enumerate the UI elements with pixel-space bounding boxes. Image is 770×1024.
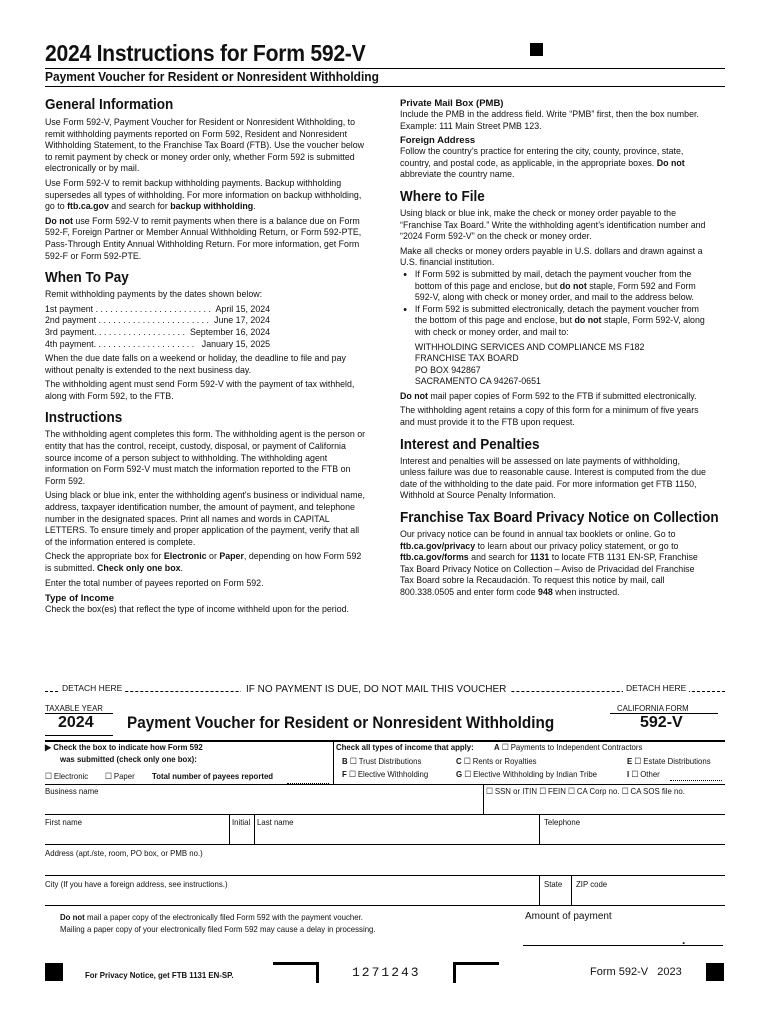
zip-field[interactable]: [573, 890, 723, 904]
registration-mark-bottom-right: [706, 963, 724, 981]
general-info-p3: Do not use Form 592-V to remit payments when there is a balance due on Form 592-F, Foreign Partner or Member Annual Withholding Return, or Form 592-PTE, Pass-Through Entity Annual Withholding Return. For more information, get Form 592-F or Form 592-PTE.: [45, 215, 362, 262]
footer-year: 2023: [657, 966, 682, 978]
paper-checkbox[interactable]: ☐ Paper: [105, 771, 135, 782]
page-title: 2024 Instructions for Form 592-V: [45, 40, 366, 66]
instructions-p2: Using black or blue ink, enter the withholding agent's business or individual name, address, taxpayer identification number, the amount of payment, and telephone number in the designated spaces. Print all names and words in CAPITAL LETTERS. To ensure timely and proper application of the payment, verify that all of the information entered is complete.: [45, 490, 365, 548]
income-type-a[interactable]: A ☐ Payments to Independent Contractors: [494, 742, 642, 753]
electronic-checkbox[interactable]: ☐ Electronic: [45, 771, 88, 782]
where-to-file-p3: Do not mail paper copies of Form 592 to the FTB if submitted electronically.: [400, 390, 697, 402]
privacy-link[interactable]: ftb.ca.gov/privacy: [400, 540, 476, 552]
scan-corner-left: [273, 962, 319, 983]
city-label: City (If you have a foreign address, see instructions.): [45, 879, 228, 889]
id-type-options: [486, 786, 685, 797]
left-column: [45, 96, 390, 616]
registration-mark: [530, 43, 543, 56]
first-name-label: First name: [45, 817, 82, 827]
where-to-file-p1: Using black or blue ink, make the check or money order payable to the “Franchise Tax Board.” Write the withholding agent’s identification number and “2024 Form 592-V” on the check or money order.: [400, 207, 706, 243]
check-box-instruction-2: was submitted (check only one box):: [60, 754, 197, 764]
initial-field[interactable]: [231, 828, 253, 843]
foreign-address-p: Follow the country’s practice for entering the city, county, province, state, country, and postal code, as applicable, in the appropriate boxes. Do not abbreviate the country name.: [400, 146, 685, 181]
detach-line: [45, 681, 725, 699]
general-info-heading: General Information: [45, 96, 174, 113]
where-to-file-bullets: [400, 269, 707, 388]
instructions-p4: Enter the total number of payees reported on Form 592.: [45, 577, 264, 589]
where-to-file-p4: The withholding agent retains a copy of this form for a minimum of five years and must provide it to the FTB upon request.: [400, 405, 699, 429]
no-payment-notice: IF NO PAYMENT IS DUE, DO NOT MAIL THIS VOUCHER: [241, 684, 511, 695]
business-name-label: Business name: [45, 786, 99, 796]
instructions-p3: Check the appropriate box for Electronic or Paper, depending on how Form 592 is submitted. Check only one box.: [45, 551, 362, 574]
address-label: Address (apt./ste, room, PO box, or PMB no.): [45, 848, 203, 858]
privacy-footer: For Privacy Notice, get FTB 1131 EN-SP.: [85, 970, 234, 980]
mailing-address: WITHHOLDING SERVICES AND COMPLIANCE MS F182 FRANCHISE TAX BOARD PO BOX 942867 SACRAMENTO CA 94267-0651: [414, 341, 645, 388]
telephone-label: Telephone: [544, 817, 581, 827]
privacy-heading: Franchise Tax Board Privacy Notice on Collection: [400, 509, 719, 527]
interest-heading: Interest and Penalties: [400, 435, 540, 453]
when-to-pay-intro: Remit withholding payments by the dates shown below:: [45, 289, 263, 301]
privacy-p: Our privacy notice can be found in annual tax booklets or online. Go to ftb.ca.gov/privacy to learn about our privacy policy statement, or go to ftb.ca.gov/forms and search for 1131 to locate FTB 1131 EN-SP, Franchise Tax Board Privacy Notice on Collection – Aviso de Privacidad del Franchise Tax Board sobre la Recaudación. To request this notice by mail, call 800.338.0505 and enter form code 948 when instructed.: [400, 529, 698, 598]
payment-schedule: [45, 304, 366, 350]
income-type-b[interactable]: B ☐ Trust Distributions: [342, 756, 421, 767]
pmb-heading: Private Mail Box (PMB): [400, 98, 504, 109]
first-name-field[interactable]: [45, 828, 227, 843]
pmb-p: Include the PMB in the address field. Write “PMB” first, then the box number. Example: 111 Main Street PMB 123.: [400, 109, 699, 132]
telephone-field[interactable]: [541, 828, 723, 843]
id-number-field[interactable]: [486, 797, 722, 813]
when-to-pay-heading: When To Pay: [45, 269, 129, 287]
subtitle-rule: [45, 86, 725, 87]
amount-field[interactable]: [523, 929, 723, 945]
when-to-pay-p2: The withholding agent must send Form 592-V with the payment of tax withheld, along with Form 592, to the FTB.: [45, 379, 355, 402]
income-type-i[interactable]: I ☐ Other: [627, 769, 660, 780]
other-field[interactable]: [670, 780, 722, 781]
foreign-address-heading: Foreign Address: [400, 135, 476, 147]
registration-mark-bottom-left: [45, 963, 63, 981]
total-payees-label: Total number of payees reported: [152, 771, 274, 781]
payment-row: 3rd payment. . . . . . . . . . . . . . . . . . . September 16, 2024: [45, 326, 271, 338]
check-box-instruction: ▶ Check the box to indicate how Form 592: [45, 742, 203, 752]
detach-here-right: DETACH HERE: [623, 683, 689, 693]
barcode-number: 1271243: [352, 965, 421, 980]
page-subtitle: Payment Voucher for Resident or Nonresident Withholding: [45, 69, 379, 84]
amount-decimal: .: [682, 933, 686, 947]
ca-sos-checkbox[interactable]: ☐ CA SOS file no.: [622, 786, 685, 796]
ca-corp-checkbox[interactable]: ☐ CA Corp no.: [568, 786, 619, 796]
address-field[interactable]: [45, 859, 723, 874]
bullet-mail: • If Form 592 is submitted by mail, detach the payment voucher from the bottom of this page and enclose, but do not staple, Form 592 and Form 592-V, along with check or money order, and mail to the address below.: [415, 269, 707, 304]
mail-copy-note: Do not mail a paper copy of the electronically filed Form 592 with the payment voucher.: [60, 912, 363, 922]
right-column: [400, 98, 730, 599]
ftb-link[interactable]: ftb.ca.gov: [67, 201, 109, 213]
payment-row: 4th payment. . . . . . . . . . . . . . . . . . . . . January 15, 2025: [45, 338, 271, 350]
taxable-year-label: TAXABLE YEAR: [45, 703, 103, 713]
general-info-p2: Use Form 592-V to remit backup withholding payments. Backup withholding supersedes all types of withholding. For more information on backup withholding, go to ftb.ca.gov and search for backup withholding.: [45, 177, 362, 213]
business-name-field[interactable]: [45, 797, 481, 813]
california-form-label: CALIFORNIA FORM: [617, 703, 689, 713]
general-info-p1: Use Form 592-V, Payment Voucher for Resident or Nonresident Withholding, to remit withholding payments reported on Form 592, Resident and Nonresident Withholding Statement, to the Franchise Tax Board (FTB). Use the voucher below to remit payment by check or money order only, whether Form 592 is submitted electronically or by mail.: [45, 117, 365, 175]
mail-copy-note-2: Mailing a paper copy of your electronically filed Form 592 may cause a delay in processing.: [60, 924, 376, 934]
last-name-label: Last name: [257, 817, 294, 827]
income-type-c[interactable]: C ☐ Rents or Royalties: [456, 756, 537, 767]
instructions-p1: The withholding agent completes this form. The withholding agent is the person or entity that has the control, receipt, custody, disposal, or payment of California source income of a person subject to withholding. The withholding agent information on Form 592-V must match the information reported to the FTB on Form 592.: [45, 429, 366, 487]
where-to-file-heading: Where to File: [400, 187, 485, 205]
voucher-title: Payment Voucher for Resident or Nonresident Withholding: [127, 713, 555, 732]
city-field[interactable]: [45, 890, 537, 904]
voucher-form-number: 592-V: [640, 714, 683, 731]
zip-label: ZIP code: [576, 879, 608, 889]
forms-link[interactable]: ftb.ca.gov/forms: [400, 552, 469, 564]
type-of-income-heading: Type of Income: [45, 593, 114, 605]
income-type-g[interactable]: G ☐ Elective Withholding by Indian Tribe: [456, 769, 597, 780]
income-type-f[interactable]: F ☐ Elective Withholding: [342, 769, 428, 780]
income-types-label: Check all types of income that apply:: [336, 742, 474, 752]
detach-here-left: DETACH HERE: [59, 683, 125, 693]
fein-checkbox[interactable]: ☐ FEIN: [539, 786, 566, 796]
taxable-year: 2024: [58, 714, 94, 731]
footer-form: Form 592-V 2023: [590, 966, 682, 978]
scan-corner-right: [453, 962, 499, 983]
where-to-file-p2: Make all checks or money orders payable in U.S. dollars and drawn against a U.S. financial institution.: [400, 245, 703, 269]
amount-label: Amount of payment: [525, 911, 612, 922]
arrow-right-icon: ▶: [45, 742, 52, 752]
payment-row: 1st payment . . . . . . . . . . . . . . . . . . . . . . . . April 15, 2024: [45, 303, 271, 315]
last-name-field[interactable]: [256, 828, 538, 843]
when-to-pay-p1: When the due date falls on a weekend or holiday, the deadline to file and pay without penalty is extended to the next business day.: [45, 353, 346, 376]
interest-p: Interest and penalties will be assessed on late payments of withholding, unless failure was due to reasonable cause. Interest is computed from the due date of the withholding to the date paid. For more information get FTB 1150, Withhold at Source Penalty Information.: [400, 455, 706, 502]
instructions-heading: Instructions: [45, 409, 123, 427]
ssn-itin-checkbox[interactable]: ☐ SSN or ITIN: [486, 786, 537, 796]
income-type-e[interactable]: E ☐ Estate Distributions: [627, 756, 711, 767]
state-label: State: [544, 879, 563, 889]
type-of-income-p: Check the box(es) that reflect the type of income withheld upon for the period.: [45, 604, 350, 616]
initial-label: Initial: [232, 817, 251, 827]
state-field[interactable]: [541, 890, 569, 904]
bullet-electronic: • If Form 592 is submitted electronically, detach the payment voucher from the bottom of this page and enclose, but do not staple, Form 592-V, along with check or money order, and mail to:: [415, 304, 707, 339]
payment-row: 2nd payment . . . . . . . . . . . . . . . . . . . . . . . June 17, 2024: [45, 315, 271, 327]
